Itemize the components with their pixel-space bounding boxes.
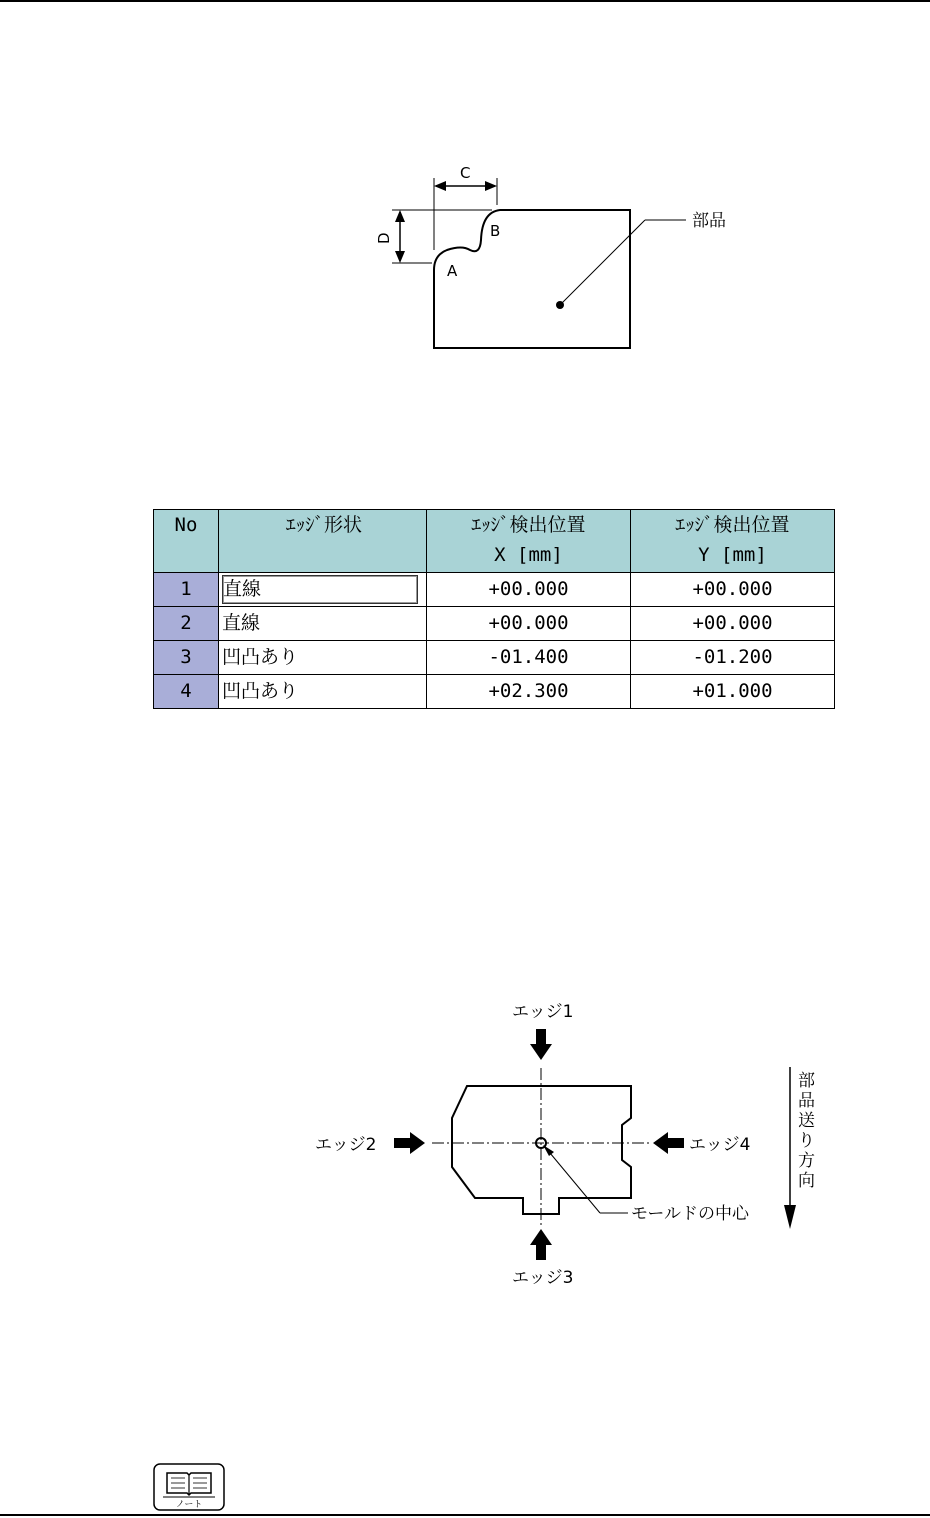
row-shape-cell[interactable] (219, 573, 427, 607)
row-y[interactable]: +00.000 (631, 607, 835, 641)
top-rule (0, 0, 930, 2)
book-icon (153, 1463, 225, 1511)
edge-direction-diagram (300, 990, 840, 1290)
row-y[interactable]: +00.000 (631, 573, 835, 607)
row-shape[interactable]: 凹凸あり (219, 641, 427, 675)
header-no: No (154, 510, 219, 573)
edge3-label: エッジ3 (512, 1268, 574, 1288)
header-x-line2: X [mm] (494, 544, 563, 566)
part-label: 部品 (692, 211, 726, 231)
feed-char-1: 品 (798, 1091, 815, 1111)
table-row[interactable] (154, 573, 835, 607)
mold-center-label: モールドの中心 (631, 1204, 749, 1224)
arrow-left-icon (653, 1132, 684, 1154)
part-outline (434, 210, 630, 348)
header-y (631, 510, 835, 573)
edge2-label: エッジ2 (315, 1135, 377, 1155)
row-no: 2 (154, 607, 219, 641)
bottom-rule (0, 1514, 930, 1516)
arrow-down-icon (530, 1029, 552, 1060)
table-row[interactable] (154, 641, 835, 675)
row-x[interactable]: -01.400 (427, 641, 631, 675)
row-shape[interactable]: 直線 (219, 607, 427, 641)
row-y[interactable]: +01.000 (631, 675, 835, 709)
label-a: A (447, 262, 458, 280)
label-c: C (460, 164, 471, 182)
header-x (427, 510, 631, 573)
note-label: ノート (175, 1500, 203, 1510)
header-shape: ｴｯｼﾞ形状 (219, 510, 427, 573)
feed-char-3: り (798, 1131, 815, 1151)
row-shape[interactable]: 凹凸あり (219, 675, 427, 709)
feed-arrow-icon (784, 1205, 796, 1229)
feed-char-0: 部 (798, 1071, 815, 1091)
feed-char-4: 方 (798, 1151, 815, 1171)
header-x-line1: ｴｯｼﾞ検出位置 (471, 514, 586, 536)
row-no: 1 (154, 573, 219, 607)
part-edge-diagram (360, 160, 780, 360)
edge1-label: エッジ1 (512, 1002, 574, 1022)
row-x[interactable]: +02.300 (427, 675, 631, 709)
feed-char-5: 向 (798, 1171, 815, 1191)
label-d: D (375, 232, 393, 244)
table-row[interactable] (154, 675, 835, 709)
row-no: 4 (154, 675, 219, 709)
header-y-line1: ｴｯｼﾞ検出位置 (675, 514, 790, 536)
table-row[interactable] (154, 607, 835, 641)
edge-settings-table-wrap (153, 509, 835, 709)
header-y-line2: Y [mm] (698, 544, 767, 566)
row-shape-selected[interactable]: 直線 (222, 575, 418, 604)
edge4-label: エッジ4 (689, 1135, 751, 1155)
arrow-up-icon (530, 1229, 552, 1260)
arrow-right-icon (394, 1132, 425, 1154)
label-b: B (490, 222, 501, 240)
row-x[interactable]: +00.000 (427, 573, 631, 607)
edge-settings-table (153, 509, 835, 709)
table-header-row (154, 510, 835, 573)
row-y[interactable]: -01.200 (631, 641, 835, 675)
feed-char-2: 送 (798, 1111, 815, 1131)
row-x[interactable]: +00.000 (427, 607, 631, 641)
row-no: 3 (154, 641, 219, 675)
